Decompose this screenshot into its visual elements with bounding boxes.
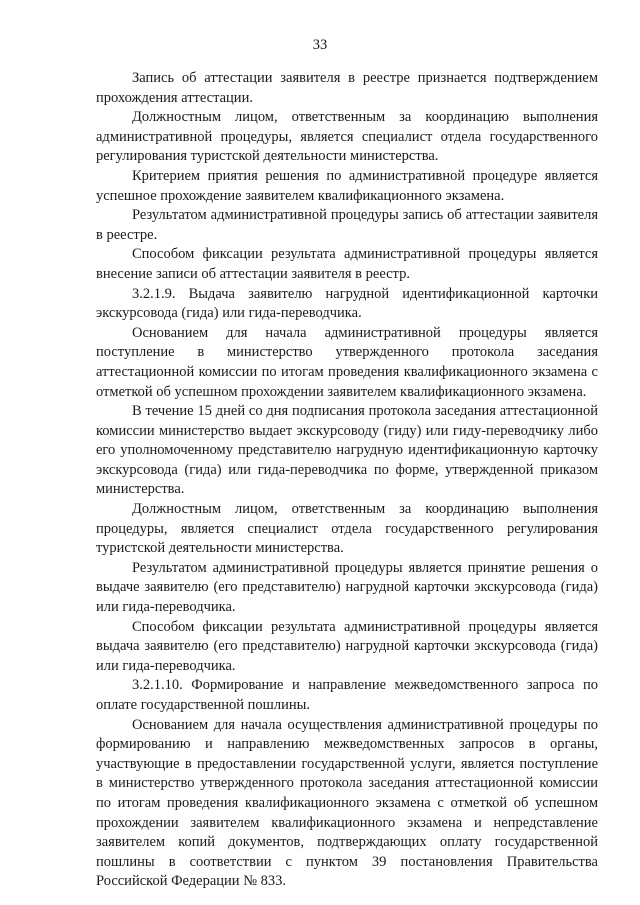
paragraph: Способом фиксации результата административной процедуры является выдача заявителю (его представителю) нагрудной карточки экскурсовода (гида) или гида-переводчика. — [96, 618, 598, 674]
paragraph: Должностным лицом, ответственным за координацию выполнения процедуры, является специалист отдела государственного регулирования туристской деятельности министерства. — [96, 501, 598, 557]
paragraph: Результатом административной процедуры запись об аттестации заявителя в реестре. — [96, 207, 598, 243]
paragraph: Критерием приятия решения по административной процедуре является успешное прохождение заявителем квалификационного экзамена. — [96, 167, 598, 204]
section-heading: 3.2.1.10. Формирование и направление межведомственного запроса по оплате государственной пошлины. — [96, 677, 598, 713]
section-heading: 3.2.1.9. Выдача заявителю нагрудной идентификационной карточки экскурсовода (гида) или гида-переводчика. — [96, 285, 598, 322]
paragraph: Основанием для начала административной процедуры является поступление в министерство утвержденного протокола заседания аттестационной комиссии по итогам проведения квалификационного экзамена с отметкой об успешном прохождении заявителем квалификационного экзамена. — [96, 324, 598, 400]
paragraph: Результатом административной процедуры является принятие решения о выдаче заявителю (его представителю) нагрудной карточки экскурсовода (гида) или гида-переводчика. — [96, 559, 598, 616]
paragraph: В течение 15 дней со дня подписания протокола заседания аттестационной комиссии министерство выдает экскурсоводу (гиду) или гиду-переводчику либо его уполномоченному представителю нагрудную идентификационную карточку экскурсовода (гида) или гида-переводчика по форме, утвержденной приказом министерства. — [96, 403, 598, 498]
page-body — [96, 69, 598, 892]
paragraph: Запись об аттестации заявителя в реестре признается подтверждением прохождения аттестации. — [96, 70, 598, 106]
paragraph: Основанием для начала осуществления административной процедуры по формированию и направлению межведомственных запросов в органы, участвующие в предоставлении государственной услуги, является поступление в министерство утвержденного протокола заседания аттестационной комиссии по итогам проведения квалификационного экзамена с отметкой об успешном прохождении заявителем квалификационного экзамена и непредставление заявителем копий документов, подтверждающих оплату государственной пошлины в соответствии с пунктом 39 постановления Правительства Российской Федерации № 833. — [96, 716, 598, 890]
page-number: 33 — [312, 37, 328, 53]
paragraph: Способом фиксации результата административной процедуры является внесение записи об аттестации заявителя в реестр. — [96, 246, 598, 282]
paragraph: Должностным лицом, ответственным за координацию выполнения административной процедуры, является специалист отдела государственного регулирования туристской деятельности министерства. — [96, 109, 598, 165]
